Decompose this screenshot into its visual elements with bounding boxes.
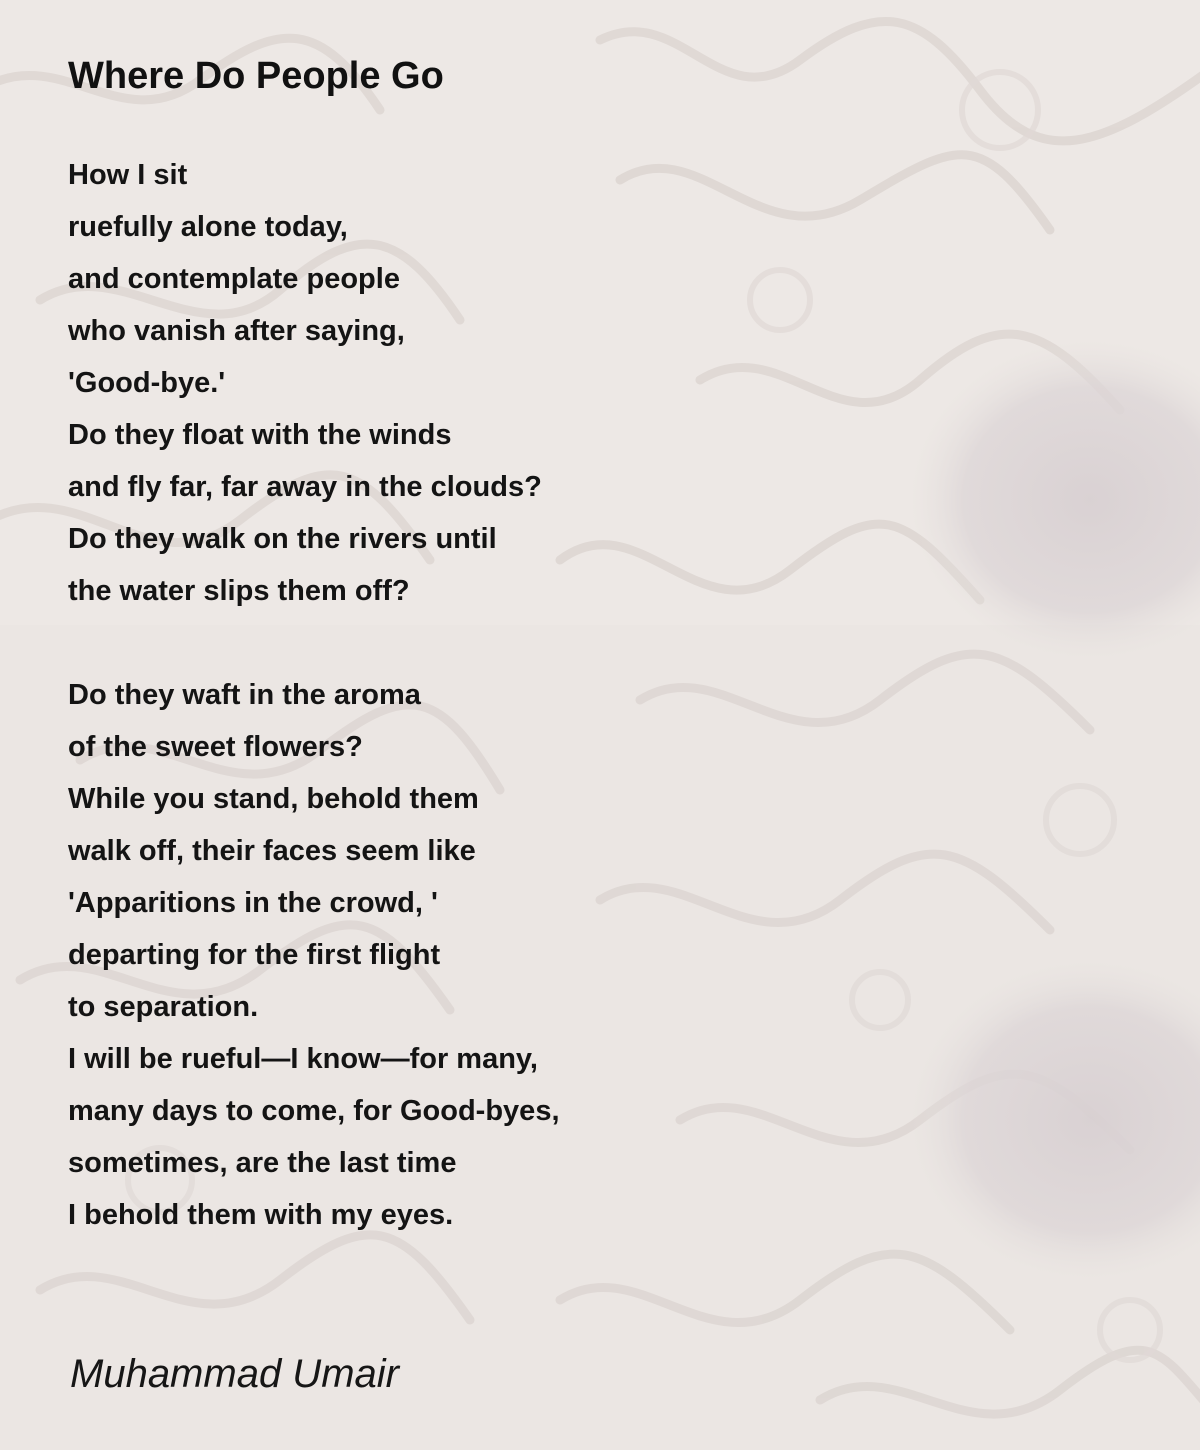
poem-line: 'Good-bye.' (68, 367, 226, 399)
poem-line: I behold them with my eyes. (68, 1199, 454, 1231)
poem-author: Muhammad Umair (70, 1352, 399, 1396)
poem-line: I will be rueful—I know—for many, (68, 1043, 538, 1075)
stanza-1 (68, 149, 542, 617)
poem-line: sometimes, are the last time (68, 1147, 457, 1179)
poem-line: and fly far, far away in the clouds? (68, 471, 542, 503)
poem-line: many days to come, for Good-byes, (68, 1095, 560, 1127)
stanza-2 (68, 669, 560, 1241)
poem-line: of the sweet flowers? (68, 731, 363, 763)
poem-title: Where Do People Go (68, 55, 444, 97)
poem-line: While you stand, behold them (68, 783, 479, 815)
poem-line: Do they walk on the rivers until (68, 523, 497, 555)
poem-line: Do they waft in the aroma (68, 679, 421, 711)
poem-line: walk off, their faces seem like (68, 835, 476, 867)
poem-line: 'Apparitions in the crowd, ' (68, 887, 438, 919)
poem-line: who vanish after saying, (68, 315, 405, 347)
poem-line: to separation. (68, 991, 259, 1023)
poem-line: How I sit (68, 159, 188, 191)
poem-line: and contemplate people (68, 263, 400, 295)
poem-line: Do they float with the winds (68, 419, 452, 451)
poem-line: departing for the first flight (68, 939, 441, 971)
poem-line: ruefully alone today, (68, 211, 348, 243)
poem-line: the water slips them off? (68, 575, 410, 607)
